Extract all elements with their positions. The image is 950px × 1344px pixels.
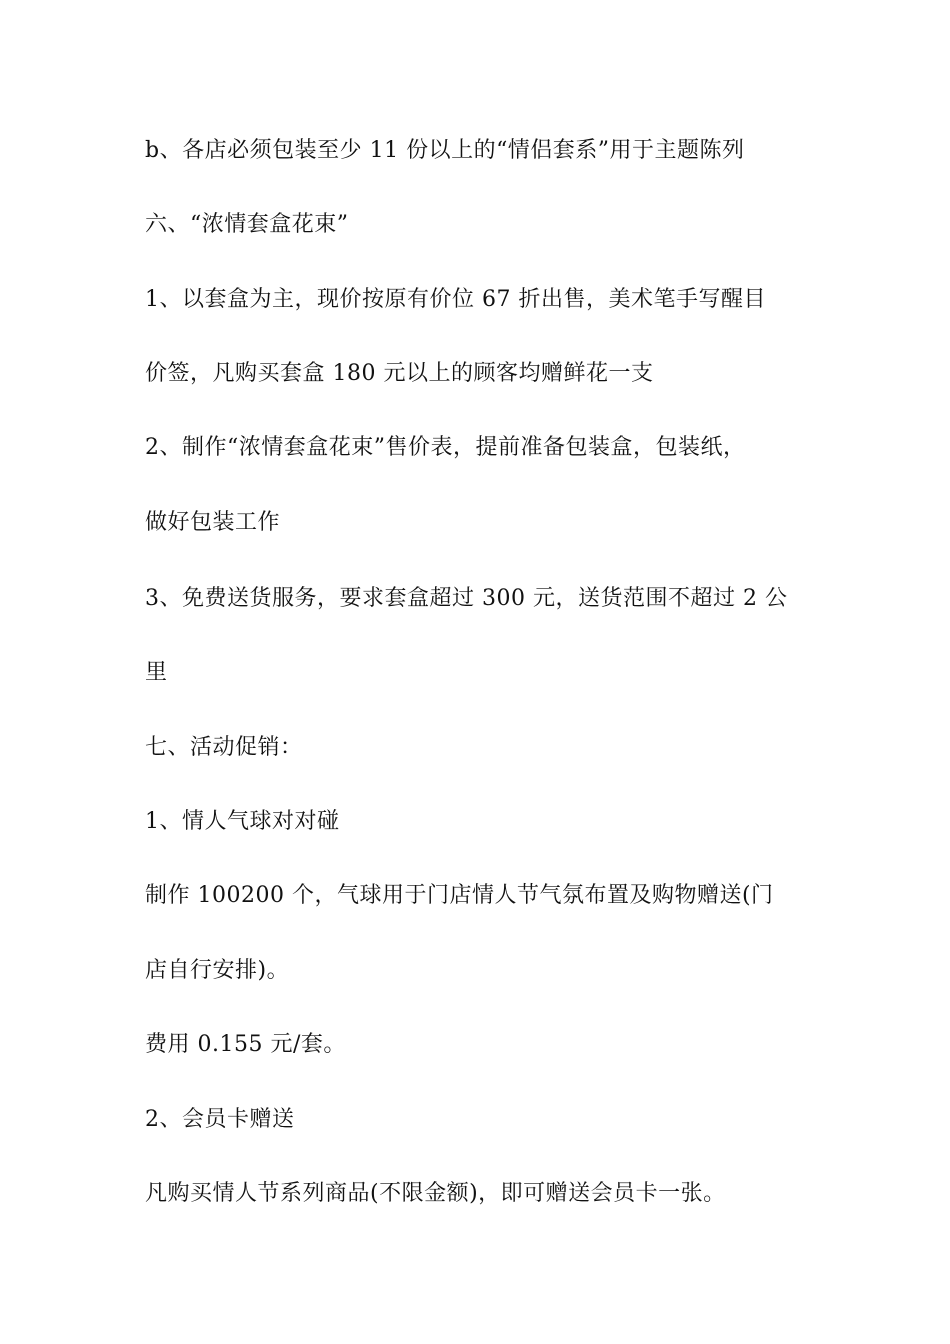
text-line: 价签，凡购买套盒 180 元以上的顾客均赠鲜花一支	[145, 361, 654, 386]
text-line: 3、免费送货服务，要求套盒超过 300 元，送货范围不超过 2 公	[145, 586, 788, 611]
section-heading: 七、活动促销：	[145, 735, 303, 760]
text-line: 2、会员卡赠送	[145, 1107, 295, 1132]
text-line: 1、情人气球对对碰	[145, 809, 340, 834]
text-line: 里	[145, 660, 168, 685]
section-heading: 六、“浓情套盒花束”	[145, 212, 349, 237]
text-line: 店自行安排)。	[145, 958, 290, 983]
text-line: b、各店必须包装至少 11 份以上的“情侣套系”用于主题陈列	[145, 138, 745, 163]
text-line: 费用 0.155 元/套。	[145, 1032, 346, 1057]
text-line: 2、制作“浓情套盒花束”售价表，提前准备包装盒，包装纸，	[145, 435, 746, 460]
text-line: 凡购买情人节系列商品(不限金额)，即可赠送会员卡一张。	[145, 1181, 726, 1206]
text-line: 制作 100200 个，气球用于门店情人节气氛布置及购物赠送(门	[145, 883, 774, 908]
text-line: 做好包装工作	[145, 510, 281, 535]
text-line: 1、以套盒为主，现价按原有价位 67 折出售，美术笔手写醒目	[145, 287, 766, 312]
